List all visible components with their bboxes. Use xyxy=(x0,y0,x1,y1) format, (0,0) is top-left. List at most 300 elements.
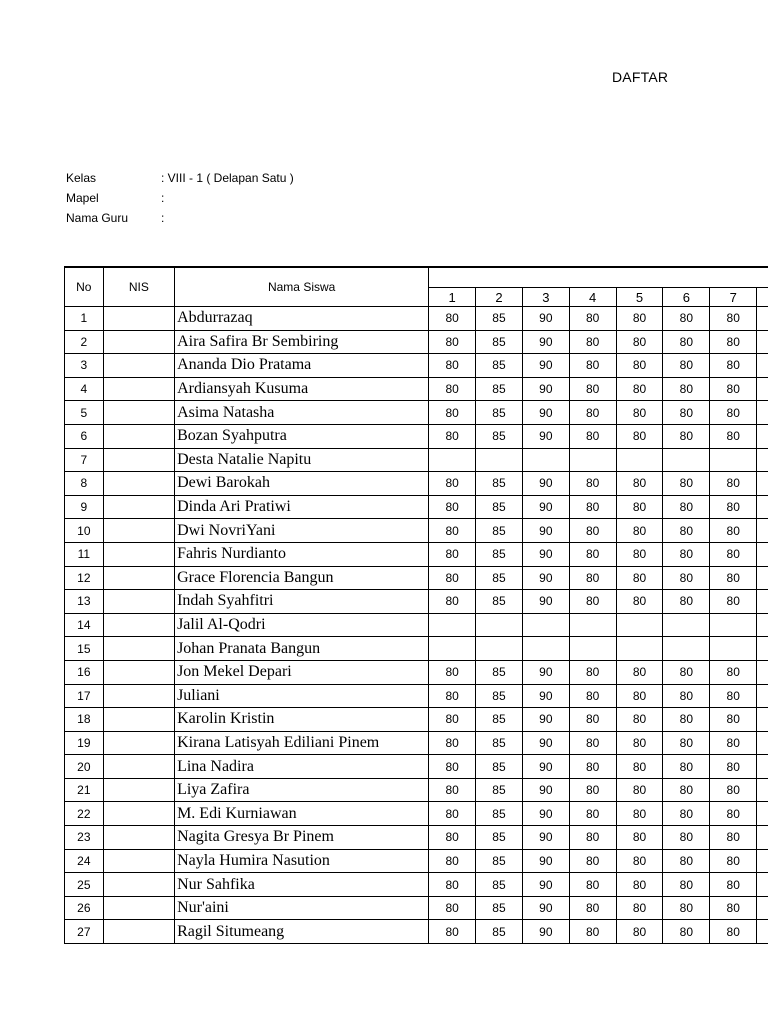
score-cell-overflow xyxy=(757,873,768,897)
student-name: Dinda Ari Pratiwi xyxy=(175,495,429,519)
nis-cell xyxy=(103,684,174,708)
score-cell-4: 80 xyxy=(569,472,616,496)
score-cell-overflow xyxy=(757,472,768,496)
table-row xyxy=(65,330,768,354)
row-number: 11 xyxy=(65,542,104,566)
score-cell-7 xyxy=(710,637,757,661)
table-row xyxy=(65,896,768,920)
row-number: 9 xyxy=(65,495,104,519)
row-number: 21 xyxy=(65,778,104,802)
score-cell-3: 90 xyxy=(522,873,569,897)
score-cell-2: 85 xyxy=(476,330,523,354)
score-cell-overflow xyxy=(757,566,768,590)
score-cell-overflow xyxy=(757,542,768,566)
score-cell-5: 80 xyxy=(616,495,663,519)
score-cell-3: 90 xyxy=(522,542,569,566)
row-number: 24 xyxy=(65,849,104,873)
score-cell-5: 80 xyxy=(616,731,663,755)
mapel-value: : xyxy=(161,191,165,205)
score-cell-6: 80 xyxy=(663,755,710,779)
score-cell-1: 80 xyxy=(429,920,476,944)
score-cell-2 xyxy=(476,613,523,637)
score-cell-4: 80 xyxy=(569,330,616,354)
student-name: Ragil Situmeang xyxy=(175,920,429,944)
score-cell-7: 80 xyxy=(710,802,757,826)
score-cell-overflow xyxy=(757,354,768,378)
nis-cell xyxy=(103,873,174,897)
score-cell-2: 85 xyxy=(476,495,523,519)
score-cell-2: 85 xyxy=(476,731,523,755)
score-cell-overflow xyxy=(757,708,768,732)
nis-cell xyxy=(103,920,174,944)
score-cell-7: 80 xyxy=(710,873,757,897)
score-cell-3: 90 xyxy=(522,590,569,614)
score-cell-5: 80 xyxy=(616,826,663,850)
score-cell-5 xyxy=(616,448,663,472)
score-cell-1: 80 xyxy=(429,590,476,614)
score-cell-1 xyxy=(429,637,476,661)
score-cell-4: 80 xyxy=(569,377,616,401)
score-cell-4: 80 xyxy=(569,354,616,378)
score-cell-6 xyxy=(663,637,710,661)
score-cell-6: 80 xyxy=(663,849,710,873)
score-cell-2: 85 xyxy=(476,778,523,802)
score-cell-2: 85 xyxy=(476,660,523,684)
score-cell-3 xyxy=(522,637,569,661)
score-cell-overflow xyxy=(757,731,768,755)
student-name: Bozan Syahputra xyxy=(175,424,429,448)
table-row xyxy=(65,637,768,661)
score-cell-overflow xyxy=(757,307,768,331)
score-cell-1: 80 xyxy=(429,566,476,590)
score-cell-5 xyxy=(616,637,663,661)
score-cell-7: 80 xyxy=(710,590,757,614)
student-name: Johan Pranata Bangun xyxy=(175,637,429,661)
kelas-label: Kelas xyxy=(66,171,97,185)
score-cell-1: 80 xyxy=(429,307,476,331)
row-number: 2 xyxy=(65,330,104,354)
score-cell-4: 80 xyxy=(569,495,616,519)
student-name: Nur Sahfika xyxy=(175,873,429,897)
nis-cell xyxy=(103,778,174,802)
table-row xyxy=(65,354,768,378)
nis-cell xyxy=(103,826,174,850)
table-row xyxy=(65,495,768,519)
score-cell-2: 85 xyxy=(476,472,523,496)
row-number: 20 xyxy=(65,755,104,779)
score-cell-overflow xyxy=(757,377,768,401)
student-name: Abdurrazaq xyxy=(175,307,429,331)
score-cell-3: 90 xyxy=(522,896,569,920)
score-cell-7: 80 xyxy=(710,778,757,802)
score-cell-7: 80 xyxy=(710,660,757,684)
student-name: Ananda Dio Pratama xyxy=(175,354,429,378)
score-cell-2: 85 xyxy=(476,424,523,448)
score-cell-5: 80 xyxy=(616,755,663,779)
score-cell-1: 80 xyxy=(429,802,476,826)
score-cell-5: 80 xyxy=(616,519,663,543)
table-row xyxy=(65,401,768,425)
score-cell-overflow xyxy=(757,920,768,944)
row-number: 3 xyxy=(65,354,104,378)
row-number: 15 xyxy=(65,637,104,661)
score-cell-1: 80 xyxy=(429,401,476,425)
score-cell-3: 90 xyxy=(522,849,569,873)
score-cell-overflow xyxy=(757,330,768,354)
score-cell-5: 80 xyxy=(616,873,663,897)
student-name: Asima Natasha xyxy=(175,401,429,425)
score-cell-overflow xyxy=(757,660,768,684)
nis-cell xyxy=(103,330,174,354)
guru-label: Nama Guru xyxy=(66,211,129,225)
table-row xyxy=(65,472,768,496)
score-cell-7: 80 xyxy=(710,826,757,850)
row-number: 25 xyxy=(65,873,104,897)
score-cell-3: 90 xyxy=(522,684,569,708)
score-cell-4: 80 xyxy=(569,401,616,425)
student-name: Dwi NovriYani xyxy=(175,519,429,543)
student-name: Dewi Barokah xyxy=(175,472,429,496)
student-name: Nur'aini xyxy=(175,896,429,920)
table-row xyxy=(65,802,768,826)
nis-cell xyxy=(103,472,174,496)
score-cell-1 xyxy=(429,448,476,472)
score-cell-6 xyxy=(663,448,710,472)
score-cell-5: 80 xyxy=(616,566,663,590)
score-cell-3: 90 xyxy=(522,731,569,755)
score-cell-7: 80 xyxy=(710,424,757,448)
score-cell-1 xyxy=(429,613,476,637)
student-name: Grace Florencia Bangun xyxy=(175,566,429,590)
score-cell-4: 80 xyxy=(569,920,616,944)
student-name: Lina Nadira xyxy=(175,755,429,779)
score-cell-3: 90 xyxy=(522,424,569,448)
score-cell-6: 80 xyxy=(663,802,710,826)
header-no: No xyxy=(65,267,104,307)
score-cell-6: 80 xyxy=(663,566,710,590)
score-cell-1: 80 xyxy=(429,896,476,920)
score-cell-2: 85 xyxy=(476,307,523,331)
score-cell-5: 80 xyxy=(616,472,663,496)
score-cell-4: 80 xyxy=(569,684,616,708)
score-cell-5 xyxy=(616,613,663,637)
score-cell-overflow xyxy=(757,590,768,614)
score-cell-2: 85 xyxy=(476,542,523,566)
score-cell-1: 80 xyxy=(429,519,476,543)
nis-cell xyxy=(103,377,174,401)
score-cell-6: 80 xyxy=(663,920,710,944)
score-cell-5: 80 xyxy=(616,708,663,732)
score-cell-7: 80 xyxy=(710,307,757,331)
score-cell-overflow xyxy=(757,613,768,637)
nis-cell xyxy=(103,495,174,519)
table-row xyxy=(65,448,768,472)
nis-cell xyxy=(103,849,174,873)
score-cell-5: 80 xyxy=(616,920,663,944)
score-cell-2: 85 xyxy=(476,802,523,826)
score-cell-6: 80 xyxy=(663,873,710,897)
score-cell-7: 80 xyxy=(710,519,757,543)
score-cell-1: 80 xyxy=(429,542,476,566)
score-cell-overflow xyxy=(757,826,768,850)
score-cell-4: 80 xyxy=(569,755,616,779)
row-number: 23 xyxy=(65,826,104,850)
row-number: 18 xyxy=(65,708,104,732)
score-cell-3: 90 xyxy=(522,519,569,543)
score-cell-3: 90 xyxy=(522,755,569,779)
score-cell-4: 80 xyxy=(569,307,616,331)
nis-cell xyxy=(103,708,174,732)
score-cell-5: 80 xyxy=(616,778,663,802)
score-cell-2: 85 xyxy=(476,684,523,708)
header-score-5: 5 xyxy=(616,288,663,307)
score-cell-3: 90 xyxy=(522,330,569,354)
score-cell-7: 80 xyxy=(710,920,757,944)
score-cell-7: 80 xyxy=(710,330,757,354)
student-name: Nagita Gresya Br Pinem xyxy=(175,826,429,850)
score-cell-overflow xyxy=(757,495,768,519)
score-cell-4: 80 xyxy=(569,849,616,873)
table-row xyxy=(65,755,768,779)
table-row xyxy=(65,873,768,897)
score-cell-1: 80 xyxy=(429,873,476,897)
score-cell-7: 80 xyxy=(710,401,757,425)
score-cell-5: 80 xyxy=(616,660,663,684)
score-cell-7: 80 xyxy=(710,896,757,920)
row-number: 17 xyxy=(65,684,104,708)
score-cell-3: 90 xyxy=(522,377,569,401)
score-cell-7 xyxy=(710,448,757,472)
row-number: 19 xyxy=(65,731,104,755)
header-score-1: 1 xyxy=(429,288,476,307)
score-cell-3: 90 xyxy=(522,566,569,590)
score-cell-2: 85 xyxy=(476,401,523,425)
header-score-overflow xyxy=(757,288,768,307)
row-number: 6 xyxy=(65,424,104,448)
score-cell-2 xyxy=(476,448,523,472)
row-number: 16 xyxy=(65,660,104,684)
student-name: Jalil Al-Qodri xyxy=(175,613,429,637)
score-cell-4: 80 xyxy=(569,873,616,897)
page-title: DAFTAR xyxy=(612,69,669,85)
score-cell-7: 80 xyxy=(710,354,757,378)
score-cell-6: 80 xyxy=(663,542,710,566)
score-cell-1: 80 xyxy=(429,330,476,354)
score-cell-7 xyxy=(710,613,757,637)
score-cell-2: 85 xyxy=(476,849,523,873)
table-row xyxy=(65,307,768,331)
score-cell-4: 80 xyxy=(569,660,616,684)
row-number: 10 xyxy=(65,519,104,543)
score-cell-5: 80 xyxy=(616,684,663,708)
score-cell-1: 80 xyxy=(429,826,476,850)
score-cell-3: 90 xyxy=(522,778,569,802)
score-cell-6: 80 xyxy=(663,826,710,850)
table-row xyxy=(65,660,768,684)
score-cell-overflow xyxy=(757,637,768,661)
score-cell-2: 85 xyxy=(476,873,523,897)
nis-cell xyxy=(103,307,174,331)
student-name: Nayla Humira Nasution xyxy=(175,849,429,873)
nis-cell xyxy=(103,755,174,779)
score-cell-2: 85 xyxy=(476,826,523,850)
student-name: Karolin Kristin xyxy=(175,708,429,732)
score-cell-4: 80 xyxy=(569,424,616,448)
score-cell-5: 80 xyxy=(616,542,663,566)
score-cell-4: 80 xyxy=(569,731,616,755)
score-cell-1: 80 xyxy=(429,495,476,519)
nis-cell xyxy=(103,424,174,448)
score-cell-3: 90 xyxy=(522,495,569,519)
score-cell-5: 80 xyxy=(616,802,663,826)
row-number: 1 xyxy=(65,307,104,331)
score-cell-5: 80 xyxy=(616,307,663,331)
score-cell-6: 80 xyxy=(663,778,710,802)
row-number: 4 xyxy=(65,377,104,401)
score-cell-6: 80 xyxy=(663,424,710,448)
score-cell-1: 80 xyxy=(429,731,476,755)
table-row xyxy=(65,731,768,755)
score-cell-6: 80 xyxy=(663,684,710,708)
table-row xyxy=(65,708,768,732)
score-cell-6 xyxy=(663,613,710,637)
score-cell-5: 80 xyxy=(616,849,663,873)
score-cell-1: 80 xyxy=(429,708,476,732)
row-number: 8 xyxy=(65,472,104,496)
score-cell-3: 90 xyxy=(522,920,569,944)
score-cell-2: 85 xyxy=(476,566,523,590)
score-cell-2: 85 xyxy=(476,354,523,378)
score-cell-6: 80 xyxy=(663,330,710,354)
row-number: 26 xyxy=(65,896,104,920)
score-cell-4: 80 xyxy=(569,566,616,590)
score-cell-1: 80 xyxy=(429,684,476,708)
nis-cell xyxy=(103,401,174,425)
table-row xyxy=(65,542,768,566)
nis-cell xyxy=(103,613,174,637)
score-cell-7: 80 xyxy=(710,495,757,519)
score-cell-4: 80 xyxy=(569,778,616,802)
student-name: Liya Zafira xyxy=(175,778,429,802)
score-cell-6: 80 xyxy=(663,495,710,519)
score-cell-overflow xyxy=(757,519,768,543)
score-cell-1: 80 xyxy=(429,849,476,873)
score-cell-3 xyxy=(522,613,569,637)
table-row xyxy=(65,778,768,802)
table-row xyxy=(65,590,768,614)
score-cell-6: 80 xyxy=(663,731,710,755)
row-number: 22 xyxy=(65,802,104,826)
score-cell-4: 80 xyxy=(569,896,616,920)
score-cell-7: 80 xyxy=(710,708,757,732)
score-cell-overflow xyxy=(757,849,768,873)
score-cell-overflow xyxy=(757,802,768,826)
score-cell-6: 80 xyxy=(663,401,710,425)
score-cell-4 xyxy=(569,637,616,661)
table-row xyxy=(65,424,768,448)
score-cell-3: 90 xyxy=(522,472,569,496)
score-cell-4: 80 xyxy=(569,590,616,614)
score-cell-1: 80 xyxy=(429,778,476,802)
score-cell-6: 80 xyxy=(663,708,710,732)
header-score-3: 3 xyxy=(522,288,569,307)
score-cell-2: 85 xyxy=(476,377,523,401)
score-cell-7: 80 xyxy=(710,755,757,779)
nis-cell xyxy=(103,519,174,543)
score-cell-overflow xyxy=(757,778,768,802)
score-cell-overflow xyxy=(757,896,768,920)
score-cell-3 xyxy=(522,448,569,472)
table-row xyxy=(65,684,768,708)
score-cell-7: 80 xyxy=(710,684,757,708)
header-nama-siswa: Nama Siswa xyxy=(175,267,429,307)
score-cell-7: 80 xyxy=(710,472,757,496)
student-name: Kirana Latisyah Ediliani Pinem xyxy=(175,731,429,755)
score-cell-2: 85 xyxy=(476,708,523,732)
score-cell-overflow xyxy=(757,448,768,472)
nis-cell xyxy=(103,731,174,755)
nis-cell xyxy=(103,354,174,378)
row-number: 5 xyxy=(65,401,104,425)
grade-sheet xyxy=(64,266,768,956)
score-cell-1: 80 xyxy=(429,354,476,378)
score-cell-5: 80 xyxy=(616,377,663,401)
score-cell-2 xyxy=(476,637,523,661)
score-cell-6: 80 xyxy=(663,377,710,401)
score-cell-1: 80 xyxy=(429,660,476,684)
nis-cell xyxy=(103,896,174,920)
score-cell-1: 80 xyxy=(429,424,476,448)
score-cell-4: 80 xyxy=(569,519,616,543)
score-cell-5: 80 xyxy=(616,896,663,920)
row-number: 27 xyxy=(65,920,104,944)
score-cell-overflow xyxy=(757,684,768,708)
student-name: Desta Natalie Napitu xyxy=(175,448,429,472)
row-number: 7 xyxy=(65,448,104,472)
student-name: Jon Mekel Depari xyxy=(175,660,429,684)
student-table xyxy=(64,266,768,944)
row-number: 13 xyxy=(65,590,104,614)
score-cell-5: 80 xyxy=(616,590,663,614)
score-cell-3: 90 xyxy=(522,307,569,331)
score-cell-2: 85 xyxy=(476,519,523,543)
score-cell-6: 80 xyxy=(663,307,710,331)
nis-cell xyxy=(103,566,174,590)
row-number: 14 xyxy=(65,613,104,637)
table-row xyxy=(65,920,768,944)
score-cell-6: 80 xyxy=(663,354,710,378)
score-cell-1: 80 xyxy=(429,377,476,401)
score-cell-7: 80 xyxy=(710,542,757,566)
score-cell-overflow xyxy=(757,755,768,779)
score-cell-6: 80 xyxy=(663,590,710,614)
guru-value: : xyxy=(161,211,165,225)
score-cell-4: 80 xyxy=(569,542,616,566)
score-cell-3: 90 xyxy=(522,826,569,850)
nis-cell xyxy=(103,660,174,684)
nis-cell xyxy=(103,542,174,566)
score-cell-2: 85 xyxy=(476,896,523,920)
header-score-7: 7 xyxy=(710,288,757,307)
score-cell-7: 80 xyxy=(710,566,757,590)
row-number: 12 xyxy=(65,566,104,590)
score-cell-7: 80 xyxy=(710,731,757,755)
score-cell-5: 80 xyxy=(616,424,663,448)
student-name: Aira Safira Br Sembiring xyxy=(175,330,429,354)
score-cell-2: 85 xyxy=(476,755,523,779)
score-cell-2: 85 xyxy=(476,590,523,614)
score-cell-5: 80 xyxy=(616,330,663,354)
